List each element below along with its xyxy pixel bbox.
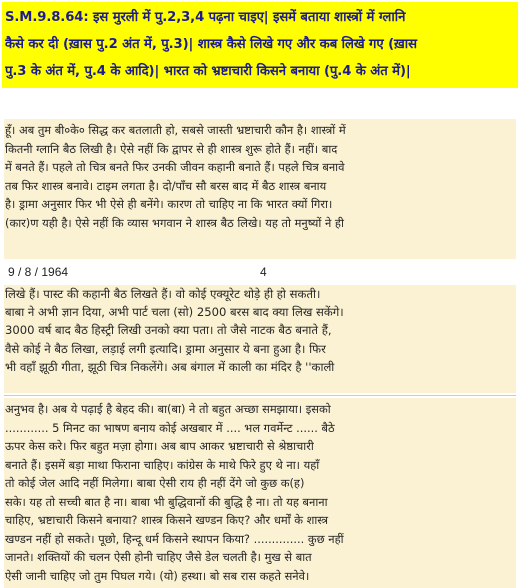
text-line: बनाते हैं। इसमें बड़ा माथा फिराना चाहिए। कांग्रेस के माथे फिरे हुए थे ना। यहाँ <box>5 457 320 472</box>
text-section-3 <box>4 398 516 588</box>
text-line: 3000 वर्ष बाद बैठ हिस्ट्री लिखी उनको क्या पता। तो जैसे नाटक बैठ बनाते हैं, <box>5 323 332 338</box>
text-line: अनुभव है। अब ये पढ़ाई है बेहद की। बा(बा) ने तो बहुत अच्छा समझाया। इसको <box>5 402 331 416</box>
murli-code: S.M.9.8.64: <box>5 10 89 25</box>
text-line: जानते। शक्तियों की चलन ऐसी होनी चाहिए जैसे डेल चलती है। मुख से बात <box>5 550 312 564</box>
text-line: चाहिए, भ्रष्टाचारी किसने बनाया? शास्त्र किसने खण्डन किए? और धर्मों के शास्त्र <box>5 513 328 527</box>
section-divider <box>4 395 516 396</box>
text-line: भी वहाँ झूठी गीता, झूठी चित्र निकलेंगे। अब बंगाल में काली का मंदिर है ''काली <box>5 359 335 374</box>
text-line: कितनी ग्लानि बैठ लिखी है। ऐसे नहीं कि द्वापर से ही शास्त्र शुरू होते हैं। नहीं। बाद <box>5 141 338 156</box>
text-line: (कार)ण यही है। ऐसे नहीं कि व्यास भगवान ने शास्त्र बैठ लिखे। यह तो मनुष्यों ने ही <box>5 215 344 230</box>
text-line: हूँ। अब तुम बी०के० सिद्ध कर बतलाती हो, सबसे जास्ती भ्रष्टाचारी कौन है। शास्त्रों में <box>5 123 346 137</box>
text-line: में बनते हैं। पहले तो चित्र बनते फिर उनकी जीवन कहानी बनाते हैं। पहले चित्र बनावे <box>5 160 345 174</box>
page-marker <box>8 262 516 282</box>
header-line-3: पु.3 के अंत में, पु.4 के आदि)| भारत को भ्रष्टाचारी किसने बनाया (पु.4 के अंत में)| <box>5 64 411 79</box>
text-section-2 <box>4 285 516 393</box>
text-line: तब फिर शास्त्र बनावे। टाइम लगता है। दो/पाँच सौ बरस बाद में बैठ शास्त्र बनाय <box>5 178 327 193</box>
highlighted-summary-header <box>2 2 518 88</box>
text-line: ............ 5 मिनट का भाषण बनाय कोई अखबार में .... भल गवर्मेन्ट ...... बैठे <box>5 420 335 435</box>
text-line: ऊपर केस करे। फिर बहुत मज़ा होगा। अब बाप आकर भ्रष्टाचारी से श्रेष्ठाचारी <box>5 439 314 453</box>
header-line-1-text: इस मुरली में पु.2,3,4 पढ़ना चाइए| इसमें बताया शास्त्रों में ग्लानि <box>88 10 406 25</box>
text-line: सके। यह तो सच्ची बात है ना। बाबा भी बुद्धिवानों की बुद्धि है ना। तो यह बनाना <box>5 494 328 509</box>
text-line: बाबा ने अभी ज्ञान दिया, अभी पार्ट चला (सो) 2500 बरस बाद क्या लिख सकेंगे। <box>5 305 344 320</box>
text-line: तो कोई जेल आदि नहीं मिलेगा। बाबा ऐसी राय ही नहीं देंगे जो कुछ क(ह) <box>5 476 305 490</box>
text-line: है। ड्रामा अनुसार फिर भी ऐसे ही बनेंगे। कारण तो चाहिए ना कि भारत क्यों गिरा। <box>5 197 333 211</box>
header-line-2: कैसे कर दी (ख़ास पु.2 अंत में, पु.3)| शास्त्र कैसे लिखे गए और कब लिखे गए (ख़ास <box>5 37 417 52</box>
murli-date: 9 / 8 / 1964 <box>8 265 69 279</box>
header-line-1 <box>5 4 515 31</box>
text-section-1 <box>4 119 516 259</box>
text-line: वैसे कोई ने बैठ लिखा, लड़ाई लगी इत्यादि। ड्रामा अनुसार ये बना हुआ है। फिर <box>5 341 326 356</box>
text-line: लिखे हैं। पास्ट की कहानी बैठ लिखते हैं। वो कोई एक्यूरेट थोड़े ही हो सकती। <box>5 287 321 301</box>
text-line: ऐसी जानी चाहिए जो तुम पिघल गये। (यो) हस्था। बो सब रास कहते सनेवे। <box>5 568 310 583</box>
page-number: 4 <box>260 265 267 279</box>
text-line: खण्डन नहीं हो सकते। पूछो, हिन्दू धर्म किसने स्थापन किया? .............. कुछ नहीं <box>5 531 344 546</box>
